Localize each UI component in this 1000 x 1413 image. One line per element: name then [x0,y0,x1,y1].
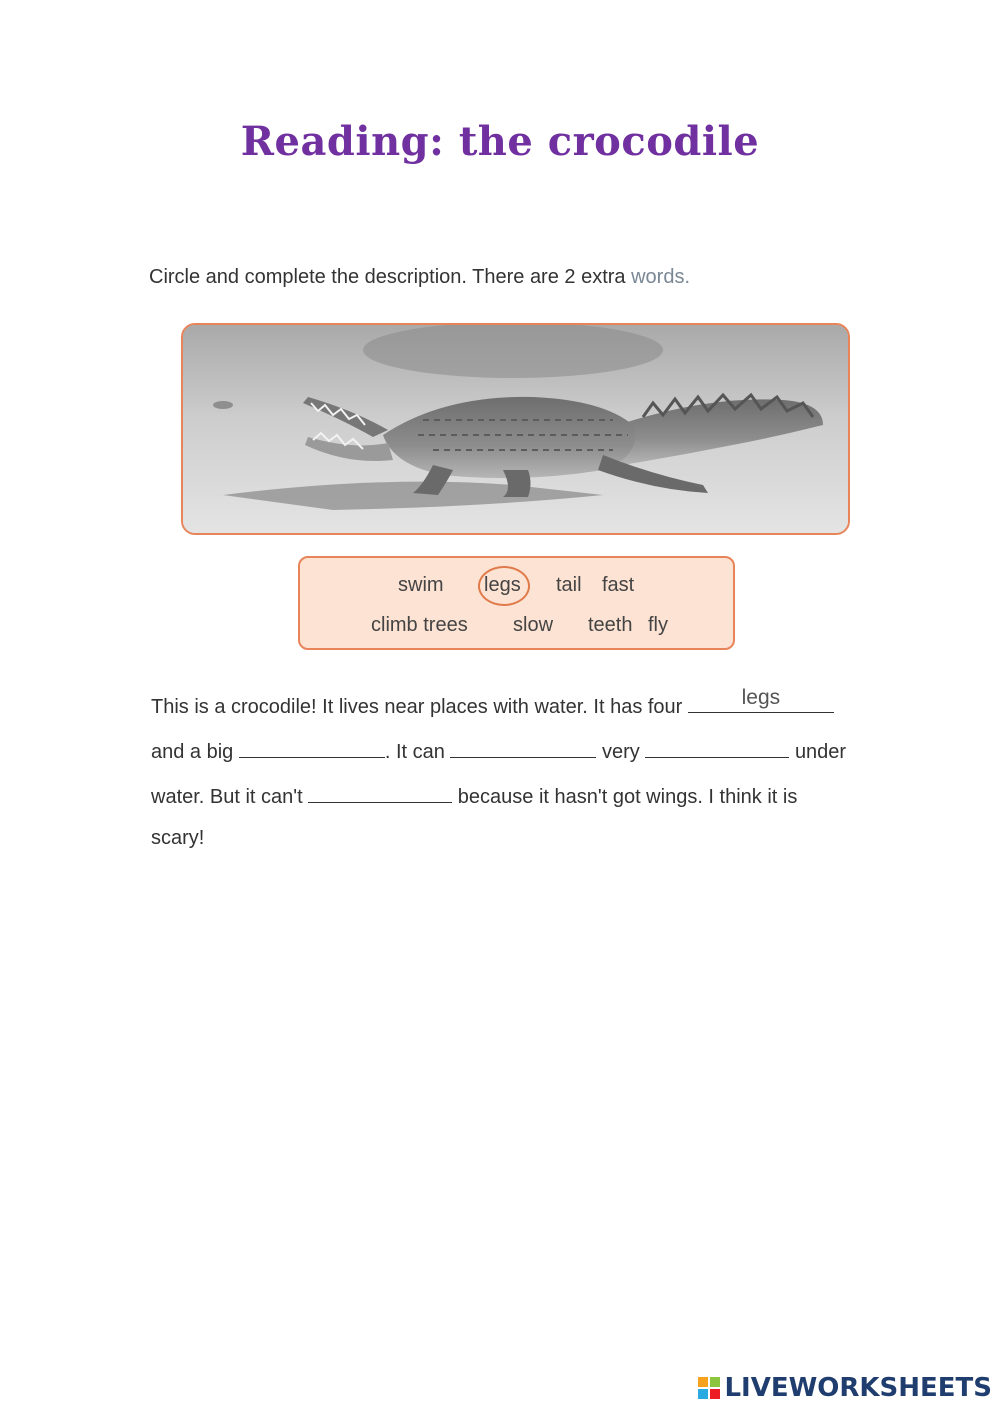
word-bank [298,556,735,650]
passage-text: under [794,741,847,763]
instruction-faded-word: words. [631,266,691,288]
word-slow[interactable]: slow [513,614,554,636]
passage-text: because it hasn't got wings. I think it is [457,786,798,808]
instruction-text [149,266,690,289]
answer-blank-2[interactable] [239,737,385,758]
logo-icon [698,1377,720,1399]
word-teeth[interactable]: teeth [588,614,633,636]
liveworksheets-logo [698,1373,992,1403]
answer-blank-5[interactable] [308,782,452,803]
passage-line-1 [151,686,834,719]
passage-text: scary! [151,827,205,849]
passage-text: This is a crocodile! It lives near places with water. It has four [151,696,683,718]
word-fly[interactable]: fly [648,614,668,636]
word-swim[interactable]: swim [398,574,444,596]
answer-blank-1[interactable] [688,686,834,713]
passage-text: water. But it can't [151,786,303,808]
brand-name: LIVEWORKSHEETS [724,1373,992,1403]
instruction-main: Circle and complete the description. There are 2 extra [149,266,632,288]
word-fast[interactable]: fast [602,574,635,596]
word-legs[interactable]: legs [484,574,521,596]
crocodile-photo [181,323,850,535]
answer-1-text: legs [741,686,781,709]
passage-text: very [602,741,640,763]
passage-line-2 [151,737,846,764]
answer-blank-4[interactable] [645,737,789,758]
word-tail[interactable]: tail [556,574,582,596]
passage-line-3 [151,782,797,809]
page-title: Reading: the crocodile [240,118,760,165]
passage-line-4 [151,827,204,850]
answer-blank-3[interactable] [450,737,596,758]
word-climb-trees[interactable]: climb trees [371,614,468,636]
crocodile-illustration [183,325,848,533]
passage-text: and a big [151,741,234,763]
passage-text: . It can [384,741,445,763]
